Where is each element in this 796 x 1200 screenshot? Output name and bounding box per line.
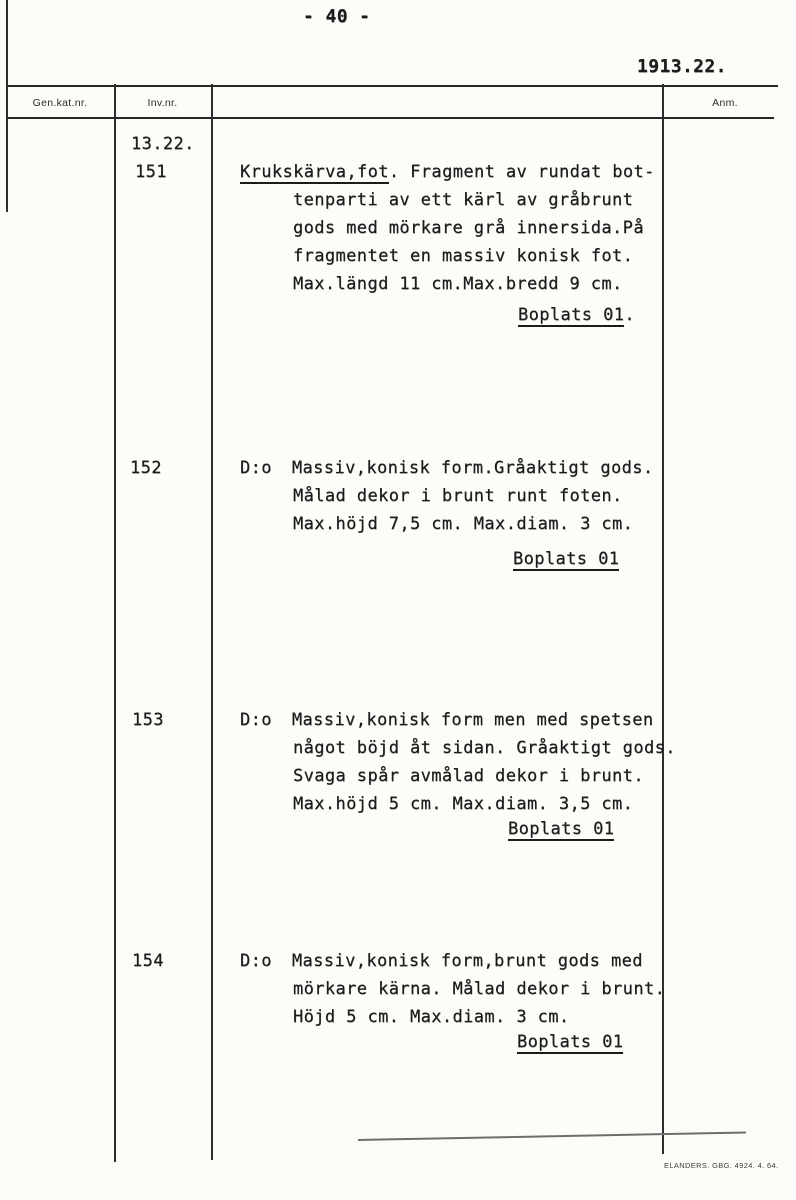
entry-line: Målad dekor i brunt runt foten. xyxy=(293,486,623,506)
catalog-year-ref: 1913.22. xyxy=(637,56,727,77)
boplats-ref-suffix: . xyxy=(624,305,635,325)
printer-mark: ELANDERS. GBG. 4924. 4. 64. xyxy=(664,1161,779,1170)
column-header-gen-kat-nr: Gen.kat.nr. xyxy=(32,97,88,109)
column-rule-inv-description xyxy=(211,84,213,1160)
series-number: 13.22. xyxy=(131,134,195,154)
entry-line xyxy=(240,815,676,843)
catalog-entry-153 xyxy=(240,706,676,843)
entry-inv-nr-153: 153 xyxy=(132,710,164,730)
entry-line: mörkare kärna. Målad dekor i brunt. xyxy=(293,979,666,999)
entry-title-rest: . Fragment av rundat bot- xyxy=(388,162,655,182)
catalog-entry-151 xyxy=(240,158,655,329)
ditto-mark: D:o xyxy=(240,951,272,971)
entry-inv-nr-151: 151 xyxy=(135,162,167,182)
page-number: - 40 - xyxy=(303,6,371,27)
entry-line: D:o Massiv,konisk form,brunt gods med xyxy=(240,947,665,975)
entry-inv-nr-152: 152 xyxy=(130,458,162,478)
entry-line: Max.höjd 5 cm. Max.diam. 3,5 cm. xyxy=(293,794,634,814)
entry-line: Svaga spår avmålad dekor i brunt. xyxy=(293,766,644,786)
entry-line: D:o Massiv,konisk form.Gråaktigt gods. xyxy=(240,454,654,482)
entry-line: Max.längd 11 cm.Max.bredd 9 cm. xyxy=(293,274,623,294)
entry-line: Max.höjd 7,5 cm. Max.diam. 3 cm. xyxy=(293,514,634,534)
entry-line xyxy=(240,545,654,573)
entry-line xyxy=(240,158,655,186)
entry-line: D:o Massiv,konisk form men med spetsen xyxy=(240,706,676,734)
column-rule-genkat-inv xyxy=(114,84,116,1162)
entry-line: tenparti av ett kärl av gråbrunt xyxy=(293,190,634,210)
entry-inv-nr-154: 154 xyxy=(132,951,164,971)
column-header-inv-nr: Inv.nr. xyxy=(147,97,178,109)
entry-line: Höjd 5 cm. Max.diam. 3 cm. xyxy=(293,1007,570,1027)
boplats-ref: Boplats 01 xyxy=(508,819,615,839)
entry-line xyxy=(240,1028,665,1056)
boplats-ref: Boplats 01 xyxy=(518,305,625,325)
footer-rule xyxy=(358,1132,746,1141)
ditto-mark: D:o xyxy=(240,710,272,730)
boplats-ref: Boplats 01 xyxy=(517,1032,624,1052)
entry-line: gods med mörkare grå innersida.På xyxy=(293,218,644,238)
catalog-entry-152 xyxy=(240,454,654,573)
boplats-ref: Boplats 01 xyxy=(513,549,620,569)
catalog-entry-154 xyxy=(240,947,665,1056)
entry-title: Krukskärva,fot xyxy=(240,162,389,182)
entry-line: fragmentet en massiv konisk fot. xyxy=(293,246,634,266)
entry-line xyxy=(240,301,655,329)
header-bottom-rule xyxy=(6,117,774,119)
ditto-mark: D:o xyxy=(240,458,272,478)
column-header-anm: Anm. xyxy=(712,97,738,109)
entry-line: något böjd åt sidan. Gråaktigt gods. xyxy=(293,738,676,758)
